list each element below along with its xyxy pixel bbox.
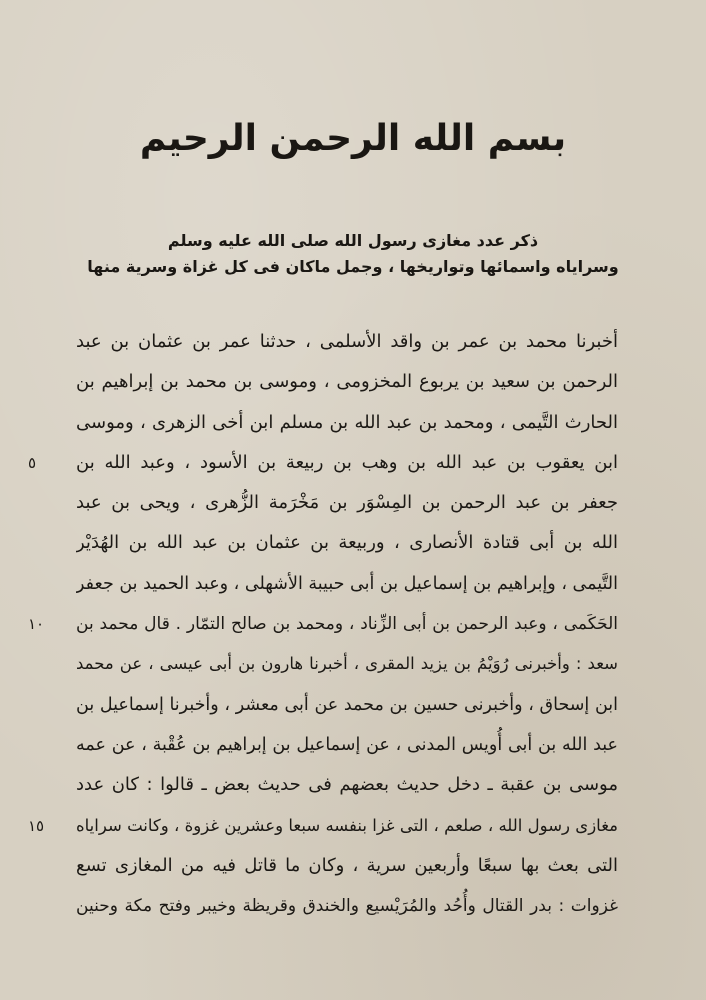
body-line: أخبرنا محمد بن عمر بن واقد الأسلمى ، حدثنا عمر بن عثمان بن عبد (76, 331, 618, 352)
line-number-15: ١٥ (28, 816, 45, 835)
body-line: التَّيمى ، وإبراهيم بن إسماعيل بن أبى حبيبة الأشهلى ، وعبد الحميد بن جعفر (76, 573, 618, 594)
basmala-title: بسم الله الرحمن الرحيم (139, 118, 567, 159)
line-number-5: ٥ (28, 453, 37, 472)
body-line: الله بن أبى قتادة الأنصارى ، وربيعة بن عثمان بن عبد الله بن الهُدَيْر (76, 532, 618, 554)
body-line: ابن يعقوب بن عبد الله بن وهب بن ربيعة بن الأسود ، وعبد الله بن (76, 451, 618, 473)
body-paragraph (76, 322, 618, 926)
heading-line-1: ذكر عدد مغازى رسول الله صلى الله عليه وسلم (167, 231, 539, 250)
body-line: التى بعث بها سبعًا وأربعين سرية ، وكان ما قاتل فيه من المغازى تسع (76, 854, 618, 876)
body-line: الحارث التَّيمى ، ومحمد بن عبد الله بن مسلم ابن أخى الزهرى ، وموسى (76, 411, 618, 433)
line-number-10: ١٠ (28, 615, 45, 634)
body-line: مغازى رسول الله ، صلعم ، التى غزا بنفسه سبعا وعشرين غزوة ، وكانت سراياه (76, 815, 618, 835)
body-line: موسى بن عقبة ـ دخل حديث بعضهم فى حديث بعض ـ قالوا : كان عدد (76, 774, 618, 796)
body-line: الرحمن بن سعيد بن يربوع المخزومى ، وموسى بن محمد بن إبراهيم بن (76, 371, 618, 393)
body-line: عبد الله بن أبى أُويس المدنى ، عن إسماعيل بن إبراهيم بن عُقْبة ، عن عمه (76, 734, 618, 755)
chapter-heading (60, 228, 646, 280)
body-line: ابن إسحاق ، وأخبرنى حسين بن محمد عن أبى معشر ، وأخبرنا إسماعيل بن (76, 694, 618, 715)
body-line: جعفر بن عبد الرحمن بن المِسْوَر بن مَخْرَمة الزُّهرى ، ويحى بن عبد (76, 492, 618, 514)
heading-line-2: وسراياه واسمائها وتواريخها ، وجمل ماكان فى كل غزاة وسرية منها (87, 257, 619, 276)
body-line: غزوات : بدر القتال وأُحُد والمُرَيْسيع والخندق وقريظة وخيبر وفتح مكة وحنين (76, 896, 618, 917)
body-line: سعد : وأخبرنى رُوَيْمُ بن يزيد المقرى ، أخبرنا هارون بن أبى عيسى ، عن محمد (76, 654, 618, 674)
body-line: الحَكَمى ، وعبد الرحمن بن أبى الزِّناد ، ومحمد بن صالح التمّار . قال محمد بن (76, 614, 618, 635)
